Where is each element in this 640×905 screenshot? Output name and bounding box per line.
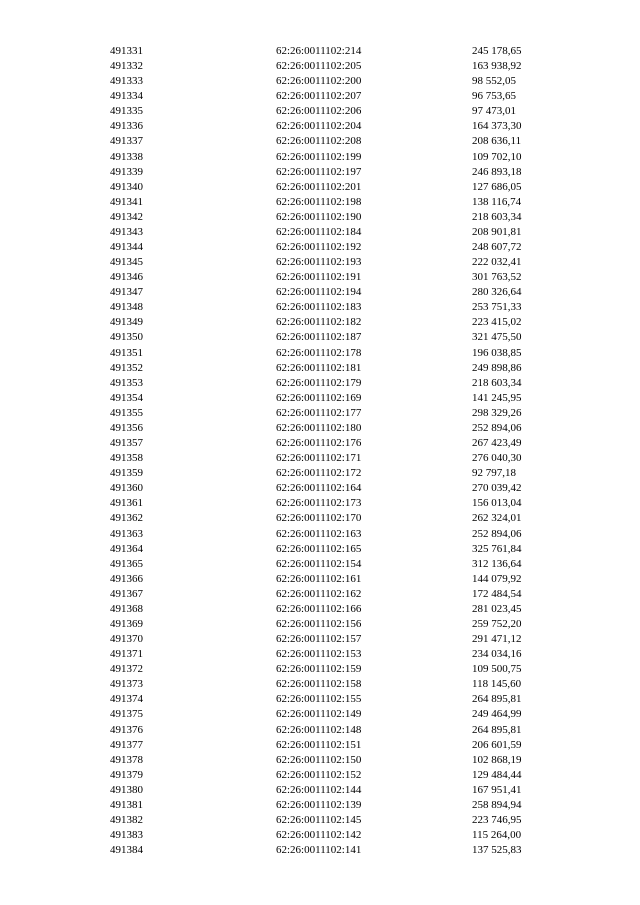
table-row bbox=[0, 300, 640, 315]
table-row bbox=[0, 511, 640, 526]
cadastral-number: 62:26:0011102:200 bbox=[276, 75, 362, 88]
cadastral-number: 62:26:0011102:141 bbox=[276, 844, 362, 857]
table-row bbox=[0, 119, 640, 134]
cadastral-number: 62:26:0011102:198 bbox=[276, 195, 362, 208]
row-number: 491339 bbox=[110, 165, 143, 178]
row-number: 491335 bbox=[110, 105, 143, 118]
cadastral-value: 118 145,60 bbox=[472, 678, 522, 691]
cadastral-number: 62:26:0011102:214 bbox=[276, 45, 362, 57]
row-number: 491368 bbox=[110, 602, 143, 615]
cadastral-number: 62:26:0011102:163 bbox=[276, 527, 362, 540]
cadastral-number: 62:26:0011102:194 bbox=[276, 286, 362, 299]
row-number: 491353 bbox=[110, 376, 143, 389]
cadastral-number: 62:26:0011102:181 bbox=[276, 361, 362, 374]
cadastral-number: 62:26:0011102:152 bbox=[276, 768, 362, 781]
row-number: 491383 bbox=[110, 829, 143, 842]
row-number: 491369 bbox=[110, 617, 143, 630]
cadastral-value: 248 607,72 bbox=[472, 241, 522, 254]
row-number: 491337 bbox=[110, 135, 143, 148]
cadastral-number: 62:26:0011102:199 bbox=[276, 150, 362, 163]
cadastral-value: 109 702,10 bbox=[472, 150, 522, 163]
cadastral-number: 62:26:0011102:177 bbox=[276, 406, 362, 419]
cadastral-value: 312 136,64 bbox=[472, 557, 522, 570]
cadastral-value: 259 752,20 bbox=[472, 617, 522, 630]
cadastral-value: 102 868,19 bbox=[472, 753, 522, 766]
cadastral-number: 62:26:0011102:145 bbox=[276, 813, 362, 826]
table-row bbox=[0, 89, 640, 104]
row-number: 491377 bbox=[110, 738, 143, 751]
table-row bbox=[0, 738, 640, 753]
cadastral-value: 276 040,30 bbox=[472, 452, 522, 465]
cadastral-number: 62:26:0011102:157 bbox=[276, 633, 362, 646]
cadastral-number: 62:26:0011102:190 bbox=[276, 210, 362, 223]
table-row bbox=[0, 104, 640, 119]
table-row bbox=[0, 572, 640, 587]
cadastral-value: 115 264,00 bbox=[472, 829, 522, 842]
cadastral-value: 301 763,52 bbox=[472, 271, 522, 284]
table-row bbox=[0, 421, 640, 436]
row-number: 491351 bbox=[110, 346, 143, 359]
cadastral-number: 62:26:0011102:178 bbox=[276, 346, 362, 359]
cadastral-value: 253 751,33 bbox=[472, 301, 522, 314]
cadastral-value: 97 473,01 bbox=[472, 105, 516, 118]
row-number: 491363 bbox=[110, 527, 143, 540]
cadastral-value: 291 471,12 bbox=[472, 633, 522, 646]
cadastral-number: 62:26:0011102:206 bbox=[276, 105, 362, 118]
cadastral-value: 249 898,86 bbox=[472, 361, 522, 374]
table-row bbox=[0, 74, 640, 89]
row-number: 491347 bbox=[110, 286, 143, 299]
cadastral-value: 264 895,81 bbox=[472, 723, 522, 736]
cadastral-value: 252 894,06 bbox=[472, 421, 522, 434]
row-number: 491367 bbox=[110, 587, 143, 600]
cadastral-value: 249 464,99 bbox=[472, 708, 522, 721]
row-number: 491343 bbox=[110, 225, 143, 238]
table-row bbox=[0, 59, 640, 74]
row-number: 491380 bbox=[110, 783, 143, 796]
table-row bbox=[0, 44, 640, 59]
table-row bbox=[0, 617, 640, 632]
table-row bbox=[0, 150, 640, 165]
cadastral-number: 62:26:0011102:197 bbox=[276, 165, 362, 178]
cadastral-number: 62:26:0011102:187 bbox=[276, 331, 362, 344]
table-row bbox=[0, 406, 640, 421]
table-row bbox=[0, 240, 640, 255]
table-row bbox=[0, 813, 640, 828]
row-number: 491362 bbox=[110, 512, 143, 525]
table-row bbox=[0, 632, 640, 647]
row-number: 491358 bbox=[110, 452, 143, 465]
cadastral-number: 62:26:0011102:180 bbox=[276, 421, 362, 434]
cadastral-number: 62:26:0011102:184 bbox=[276, 225, 362, 238]
cadastral-value: 137 525,83 bbox=[472, 844, 522, 857]
cadastral-value: 164 373,30 bbox=[472, 120, 522, 133]
table-row bbox=[0, 180, 640, 195]
cadastral-value: 234 034,16 bbox=[472, 648, 522, 661]
cadastral-value: 129 484,44 bbox=[472, 768, 522, 781]
table-row bbox=[0, 843, 640, 858]
cadastral-number: 62:26:0011102:205 bbox=[276, 60, 362, 73]
cadastral-number: 62:26:0011102:191 bbox=[276, 271, 362, 284]
table-row bbox=[0, 134, 640, 149]
table-row bbox=[0, 165, 640, 180]
row-number: 491341 bbox=[110, 195, 143, 208]
row-number: 491331 bbox=[110, 45, 143, 57]
row-number: 491334 bbox=[110, 90, 143, 103]
table-row bbox=[0, 542, 640, 557]
cadastral-number: 62:26:0011102:155 bbox=[276, 693, 362, 706]
cadastral-value: 156 013,04 bbox=[472, 497, 522, 510]
table-row bbox=[0, 692, 640, 707]
cadastral-value: 109 500,75 bbox=[472, 663, 522, 676]
row-number: 491356 bbox=[110, 421, 143, 434]
cadastral-value: 258 894,94 bbox=[472, 798, 522, 811]
row-number: 491375 bbox=[110, 708, 143, 721]
row-number: 491357 bbox=[110, 437, 143, 450]
cadastral-value: 223 415,02 bbox=[472, 316, 522, 329]
cadastral-number: 62:26:0011102:162 bbox=[276, 587, 362, 600]
table-row bbox=[0, 527, 640, 542]
cadastral-number: 62:26:0011102:142 bbox=[276, 829, 362, 842]
table-row bbox=[0, 255, 640, 270]
table-row bbox=[0, 602, 640, 617]
row-number: 491336 bbox=[110, 120, 143, 133]
row-number: 491332 bbox=[110, 60, 143, 73]
row-number: 491372 bbox=[110, 663, 143, 676]
cadastral-value: 280 326,64 bbox=[472, 286, 522, 299]
cadastral-value: 218 603,34 bbox=[472, 376, 522, 389]
table-row bbox=[0, 330, 640, 345]
row-number: 491355 bbox=[110, 406, 143, 419]
cadastral-value: 98 552,05 bbox=[472, 75, 516, 88]
cadastral-value: 196 038,85 bbox=[472, 346, 522, 359]
row-number: 491354 bbox=[110, 391, 143, 404]
row-number: 491374 bbox=[110, 693, 143, 706]
table-row bbox=[0, 210, 640, 225]
cadastral-value: 172 484,54 bbox=[472, 587, 522, 600]
table-row bbox=[0, 346, 640, 361]
table-row bbox=[0, 225, 640, 240]
row-number: 491364 bbox=[110, 542, 143, 555]
cadastral-number: 62:26:0011102:153 bbox=[276, 648, 362, 661]
cadastral-number: 62:26:0011102:165 bbox=[276, 542, 362, 555]
cadastral-number: 62:26:0011102:166 bbox=[276, 602, 362, 615]
cadastral-value: 281 023,45 bbox=[472, 602, 522, 615]
row-number: 491338 bbox=[110, 150, 143, 163]
row-number: 491365 bbox=[110, 557, 143, 570]
row-number: 491378 bbox=[110, 753, 143, 766]
cadastral-value: 206 601,59 bbox=[472, 738, 522, 751]
table-row bbox=[0, 798, 640, 813]
table-row bbox=[0, 783, 640, 798]
row-number: 491366 bbox=[110, 572, 143, 585]
cadastral-number: 62:26:0011102:172 bbox=[276, 467, 362, 480]
cadastral-number: 62:26:0011102:164 bbox=[276, 482, 362, 495]
cadastral-value: 264 895,81 bbox=[472, 693, 522, 706]
row-number: 491384 bbox=[110, 844, 143, 857]
row-number: 491352 bbox=[110, 361, 143, 374]
cadastral-value: 321 475,50 bbox=[472, 331, 522, 344]
cadastral-value: 141 245,95 bbox=[472, 391, 522, 404]
cadastral-value: 298 329,26 bbox=[472, 406, 522, 419]
table-row bbox=[0, 647, 640, 662]
row-number: 491350 bbox=[110, 331, 143, 344]
table-row bbox=[0, 481, 640, 496]
cadastral-number: 62:26:0011102:144 bbox=[276, 783, 362, 796]
cadastral-number: 62:26:0011102:148 bbox=[276, 723, 362, 736]
cadastral-number: 62:26:0011102:158 bbox=[276, 678, 362, 691]
cadastral-value: 222 032,41 bbox=[472, 256, 522, 269]
cadastral-number: 62:26:0011102:201 bbox=[276, 180, 362, 193]
table-row bbox=[0, 285, 640, 300]
row-number: 491346 bbox=[110, 271, 143, 284]
row-number: 491360 bbox=[110, 482, 143, 495]
cadastral-value: 96 753,65 bbox=[472, 90, 516, 103]
row-number: 491379 bbox=[110, 768, 143, 781]
table-row bbox=[0, 723, 640, 738]
row-number: 491342 bbox=[110, 210, 143, 223]
cadastral-value: 218 603,34 bbox=[472, 210, 522, 223]
cadastral-value: 325 761,84 bbox=[472, 542, 522, 555]
table-row bbox=[0, 768, 640, 783]
cadastral-number: 62:26:0011102:156 bbox=[276, 617, 362, 630]
document-page bbox=[0, 44, 640, 858]
table-row bbox=[0, 436, 640, 451]
table-row bbox=[0, 376, 640, 391]
row-number: 491376 bbox=[110, 723, 143, 736]
cadastral-number: 62:26:0011102:151 bbox=[276, 738, 362, 751]
cadastral-number: 62:26:0011102:150 bbox=[276, 753, 362, 766]
table-row bbox=[0, 391, 640, 406]
row-number: 491361 bbox=[110, 497, 143, 510]
row-number: 491359 bbox=[110, 467, 143, 480]
table-row bbox=[0, 315, 640, 330]
cadastral-value: 262 324,01 bbox=[472, 512, 522, 525]
table-row bbox=[0, 195, 640, 210]
row-number: 491381 bbox=[110, 798, 143, 811]
row-number: 491340 bbox=[110, 180, 143, 193]
table-row bbox=[0, 496, 640, 511]
row-number: 491345 bbox=[110, 256, 143, 269]
cadastral-value: 144 079,92 bbox=[472, 572, 522, 585]
row-number: 491349 bbox=[110, 316, 143, 329]
table-row bbox=[0, 270, 640, 285]
cadastral-number: 62:26:0011102:183 bbox=[276, 301, 362, 314]
table-row bbox=[0, 361, 640, 376]
cadastral-number: 62:26:0011102:159 bbox=[276, 663, 362, 676]
cadastral-value: 208 636,11 bbox=[472, 135, 522, 148]
cadastral-number: 62:26:0011102:208 bbox=[276, 135, 362, 148]
data-table bbox=[0, 44, 640, 858]
row-number: 491344 bbox=[110, 241, 143, 254]
row-number: 491373 bbox=[110, 678, 143, 691]
cadastral-value: 245 178,65 bbox=[472, 45, 522, 57]
cadastral-value: 208 901,81 bbox=[472, 225, 522, 238]
cadastral-value: 246 893,18 bbox=[472, 165, 522, 178]
cadastral-value: 138 116,74 bbox=[472, 195, 522, 208]
row-number: 491333 bbox=[110, 75, 143, 88]
cadastral-number: 62:26:0011102:161 bbox=[276, 572, 362, 585]
cadastral-number: 62:26:0011102:154 bbox=[276, 557, 362, 570]
cadastral-value: 127 686,05 bbox=[472, 180, 522, 193]
table-row bbox=[0, 466, 640, 481]
cadastral-number: 62:26:0011102:176 bbox=[276, 437, 362, 450]
cadastral-value: 252 894,06 bbox=[472, 527, 522, 540]
cadastral-number: 62:26:0011102:173 bbox=[276, 497, 362, 510]
table-row bbox=[0, 451, 640, 466]
cadastral-number: 62:26:0011102:192 bbox=[276, 241, 362, 254]
cadastral-number: 62:26:0011102:182 bbox=[276, 316, 362, 329]
table-row bbox=[0, 828, 640, 843]
table-row bbox=[0, 557, 640, 572]
cadastral-number: 62:26:0011102:139 bbox=[276, 798, 362, 811]
row-number: 491371 bbox=[110, 648, 143, 661]
cadastral-number: 62:26:0011102:170 bbox=[276, 512, 362, 525]
cadastral-number: 62:26:0011102:204 bbox=[276, 120, 362, 133]
cadastral-number: 62:26:0011102:149 bbox=[276, 708, 362, 721]
cadastral-value: 223 746,95 bbox=[472, 813, 522, 826]
cadastral-value: 163 938,92 bbox=[472, 60, 522, 73]
cadastral-value: 267 423,49 bbox=[472, 437, 522, 450]
row-number: 491370 bbox=[110, 633, 143, 646]
cadastral-value: 270 039,42 bbox=[472, 482, 522, 495]
row-number: 491382 bbox=[110, 813, 143, 826]
cadastral-number: 62:26:0011102:171 bbox=[276, 452, 362, 465]
row-number: 491348 bbox=[110, 301, 143, 314]
cadastral-number: 62:26:0011102:193 bbox=[276, 256, 362, 269]
table-row bbox=[0, 707, 640, 722]
cadastral-number: 62:26:0011102:207 bbox=[276, 90, 362, 103]
cadastral-number: 62:26:0011102:179 bbox=[276, 376, 362, 389]
table-row bbox=[0, 677, 640, 692]
table-row bbox=[0, 587, 640, 602]
cadastral-number: 62:26:0011102:169 bbox=[276, 391, 362, 404]
cadastral-value: 92 797,18 bbox=[472, 467, 516, 480]
table-row bbox=[0, 753, 640, 768]
cadastral-value: 167 951,41 bbox=[472, 783, 522, 796]
table-row bbox=[0, 662, 640, 677]
